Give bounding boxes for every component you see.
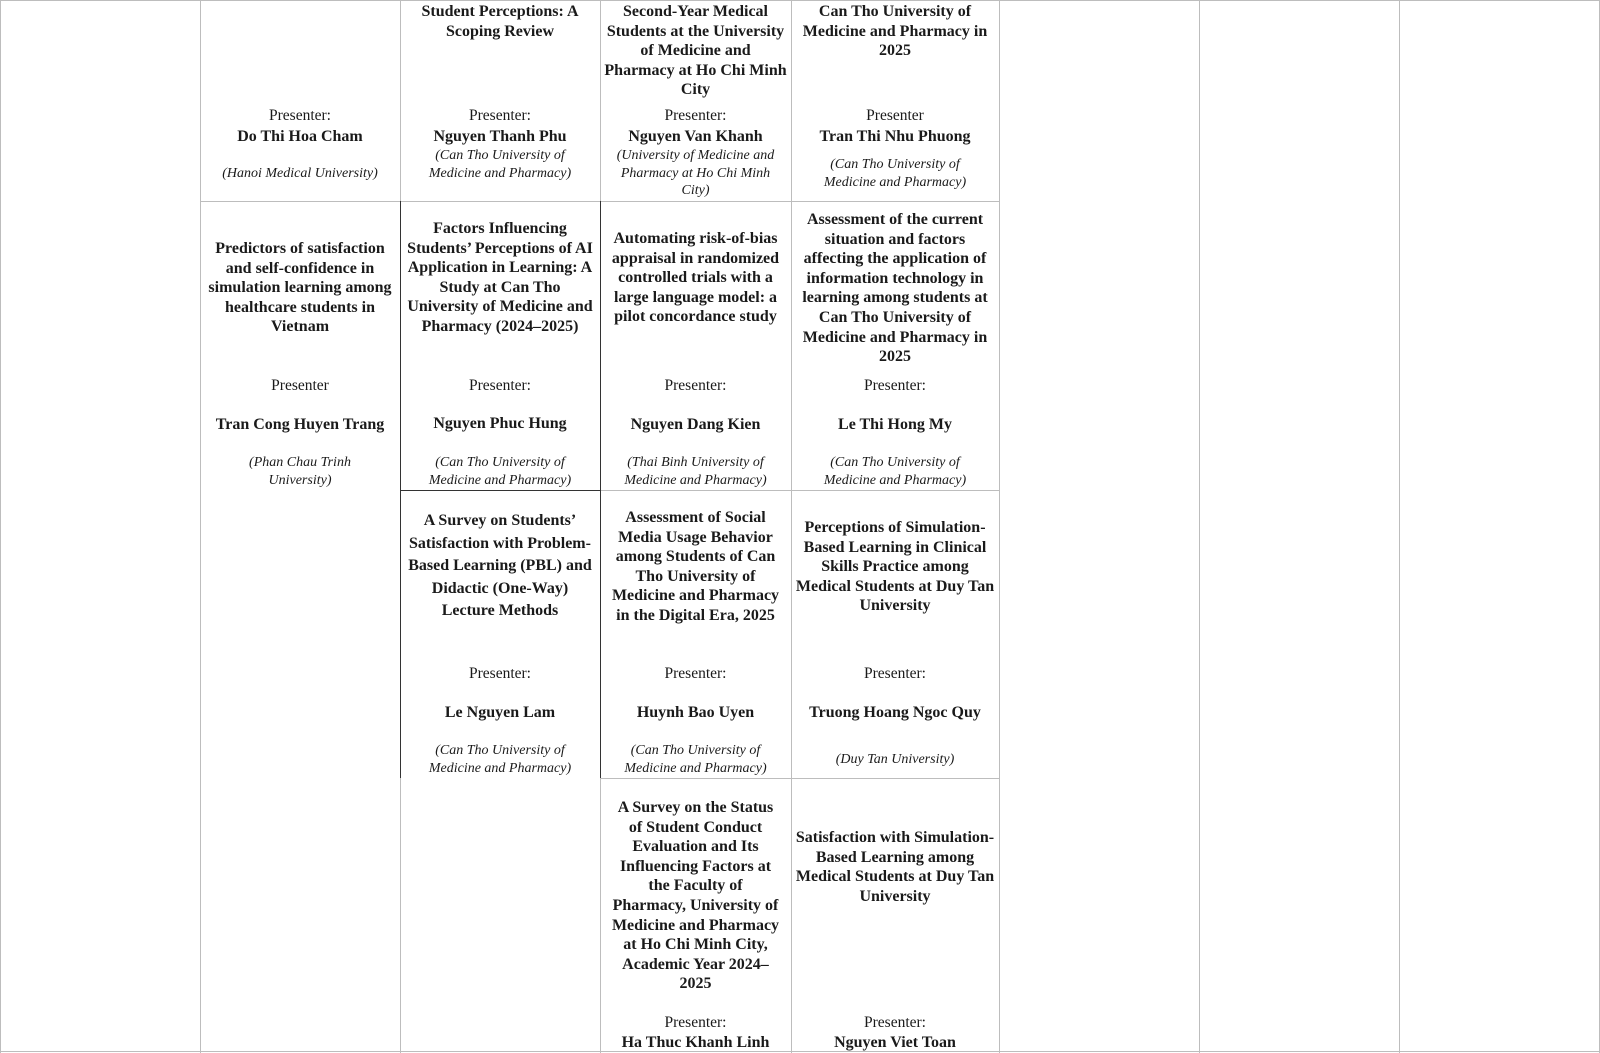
talk-title: Factors Influencing Students’ Perceptions of AI Application in Learning: A Study at Can Tho University of Medicine and Pharmacy (2024–2025) [407,220,593,335]
presenter-name: Huynh Bao Uyen [636,704,755,721]
session-cell [600,778,791,1051]
presenter-label: Presenter [271,377,329,394]
session-cell [600,201,791,490]
presenter-name: Truong Hoang Ngoc Quy [809,704,981,721]
presenter-name: Nguyen Van Khanh [628,128,763,145]
presenter-label: Presenter: [664,665,727,682]
presenter-label: Presenter: [864,665,926,682]
presenter-affiliation: (University of Medicine and Pharmacy at Ho Chi Minh City) [616,148,775,198]
session-cell [200,0,400,201]
session-cell [791,0,999,201]
presenter-name: Tran Cong Huyen Trang [215,416,385,433]
talk-title: Student Perceptions: A Scoping Review [421,3,579,40]
presenter-affiliation: (Can Tho University of Medicine and Pharmacy) [823,157,967,190]
presenter-label: Presenter: [469,377,531,394]
session-cell [791,778,999,1051]
presenter-affiliation: (Can Tho University of Medicine and Pharmacy) [624,743,767,776]
presenter-affiliation: (Can Tho University of Medicine and Pharmacy) [823,455,967,488]
presenter-name: Nguyen Dang Kien [630,416,761,433]
session-cell [400,0,600,201]
talk-title: Second-Year Medical Students at the University of Medicine and Pharmacy at Ho Chi Minh City [604,3,787,99]
grid-line [1399,0,1400,1053]
presenter-affiliation: (Can Tho University of Medicine and Pharmacy) [428,743,572,776]
presenter-affiliation: (Thai Binh University of Medicine and Pharmacy) [624,455,767,488]
session-cell [400,490,600,778]
session-cell [791,201,999,490]
presenter-label: Presenter: [469,107,531,124]
presenter-name: Do Thi Hoa Cham [237,128,363,145]
presenter-affiliation: (Can Tho University of Medicine and Pharmacy) [428,148,572,181]
presenter-name: Tran Thi Nhu Phuong [819,128,971,145]
presenter-name: Nguyen Viet Toan [834,1034,956,1051]
presenter-name: Nguyen Thanh Phu [433,128,567,145]
session-cell [200,201,400,490]
presenter-label: Presenter: [864,377,926,394]
presenter-label: Presenter: [864,1014,926,1031]
talk-title: Assessment of the current situation and factors affecting the application of information technology in learning among students at Can Tho University of Medicine and Pharmacy in 2025 [802,211,988,366]
session-cell [400,201,600,490]
talk-title: Assessment of Social Media Usage Behavior among Students of Can Tho University of Medicine and Pharmacy in the Digital Era, 2025 [611,509,780,624]
presenter-name: Nguyen Phuc Hung [433,415,567,432]
talk-title: Automating risk-of-bias appraisal in randomized controlled trials with a large language model: a pilot concordance study [611,230,780,326]
talk-title: Can Tho University of Medicine and Pharmacy in 2025 [802,3,988,60]
presenter-label: Presenter: [664,1014,727,1031]
presenter-label: Presenter: [664,107,727,124]
presenter-affiliation: (Phan Chau Trinh University) [249,455,351,488]
session-cell [600,490,791,778]
talk-title: Predictors of satisfaction and self-confidence in simulation learning among healthcare students in Vietnam [208,240,392,336]
session-cell [791,490,999,778]
presenter-affiliation: (Duy Tan University) [835,752,955,767]
grid-line [0,0,1,1053]
presenter-affiliation: (Hanoi Medical University) [222,166,378,181]
presenter-name: Le Nguyen Lam [444,704,556,721]
presenter-name: Ha Thuc Khanh Linh [621,1034,770,1051]
grid-line [999,0,1000,1053]
talk-title: Satisfaction with Simulation-Based Learning among Medical Students at Duy Tan University [795,829,995,905]
talk-title: A Survey on Students’ Satisfaction with Problem-Based Learning (PBL) and Didactic (One-Way) Lecture Methods [408,512,592,619]
presenter-affiliation: (Can Tho University of Medicine and Pharmacy) [428,455,572,488]
grid-line [1199,0,1200,1053]
presenter-label: Presenter [866,107,924,124]
session-cell [600,0,791,201]
presenter-label: Presenter: [664,377,727,394]
presenter-label: Presenter: [269,107,331,124]
talk-title: A Survey on the Status of Student Conduct Evaluation and Its Influencing Factors at the Faculty of Pharmacy, University of Medicine and Pharmacy at Ho Chi Minh City, Academic Year 2024–2025 [611,799,780,993]
presenter-name: Le Thi Hong My [838,416,952,433]
presenter-label: Presenter: [469,665,531,682]
talk-title: Perceptions of Simulation-Based Learning in Clinical Skills Practice among Medical Students at Duy Tan University [795,519,995,615]
